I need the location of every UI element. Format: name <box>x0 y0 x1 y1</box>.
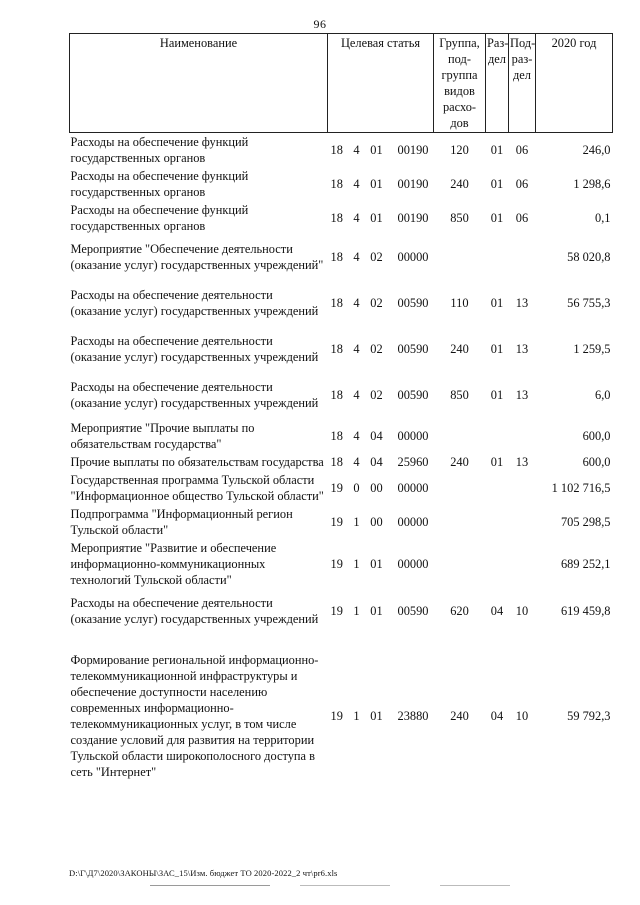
target-article-part: 00590 <box>397 604 429 618</box>
row-name: Мероприятие "Обеспечение деятельности (оказание услуг) государственных учреждений" <box>70 242 324 272</box>
table-row <box>70 281 613 327</box>
row-section: 04 <box>490 709 504 723</box>
row-target-article <box>328 235 434 281</box>
row-amount: 59 792,3 <box>567 709 611 723</box>
row-amount: 1 298,6 <box>573 177 611 191</box>
target-article-part: 4 <box>353 429 360 443</box>
target-article-part: 04 <box>370 429 383 443</box>
row-target-article <box>328 539 434 589</box>
table-row <box>70 373 613 419</box>
row-target-article <box>328 419 434 453</box>
budget-table <box>69 33 613 786</box>
row-section: 04 <box>490 604 504 618</box>
row-name: Формирование региональной информационно-телекоммуникационной инфраструктуры и обеспечение доступности населению современных информационно-телекоммуникационных услуг, в том числе создание условий для развития на территории Тульской области широкополосного доступа в сеть "Интернет" <box>70 653 319 779</box>
row-section: 01 <box>490 143 504 157</box>
row-name: Мероприятие "Развитие и обеспечение информационно-коммуникационных технологий Тульской области" <box>70 541 277 587</box>
target-article-part: 00190 <box>397 177 429 191</box>
target-article-part: 01 <box>370 557 383 571</box>
target-article-part: 00190 <box>397 211 429 225</box>
row-target-article <box>328 201 434 235</box>
target-article-part: 00000 <box>397 429 429 443</box>
row-amount: 58 020,8 <box>567 250 611 264</box>
row-group <box>434 419 486 453</box>
target-article-part: 25960 <box>397 455 429 469</box>
table-row <box>70 505 613 539</box>
row-subsection <box>509 419 536 453</box>
row-name: Расходы на обеспечение деятельности (оказание услуг) государственных учреждений <box>70 288 319 318</box>
target-article-part: 01 <box>370 177 383 191</box>
row-target-article <box>328 505 434 539</box>
row-group: 240 <box>450 177 469 191</box>
table-row <box>70 201 613 235</box>
row-target-article <box>328 453 434 471</box>
row-amount: 705 298,5 <box>560 515 611 529</box>
row-subsection: 13 <box>515 342 529 356</box>
row-target-article <box>328 327 434 373</box>
row-amount: 1 259,5 <box>573 342 611 356</box>
row-subsection: 10 <box>515 604 529 618</box>
target-article-part: 19 <box>330 709 343 723</box>
row-group: 110 <box>450 296 469 310</box>
page-number: 96 <box>313 17 327 31</box>
row-name: Государственная программа Тульской области "Информационное общество Тульской области" <box>70 473 324 503</box>
table-row <box>70 419 613 453</box>
target-article-part: 4 <box>353 342 360 356</box>
target-article-part: 19 <box>330 481 343 495</box>
row-group <box>434 235 486 281</box>
table-row <box>70 635 613 786</box>
target-article-part: 00000 <box>397 557 429 571</box>
target-article-part: 02 <box>370 342 383 356</box>
row-group <box>434 505 486 539</box>
row-section <box>486 539 509 589</box>
row-section: 01 <box>490 177 504 191</box>
row-subsection <box>509 235 536 281</box>
row-subsection <box>509 539 536 589</box>
target-article-part: 23880 <box>397 709 429 723</box>
target-article-part: 19 <box>330 557 343 571</box>
row-group <box>434 539 486 589</box>
target-article-part: 00190 <box>397 143 429 157</box>
row-target-article <box>328 281 434 327</box>
row-target-article <box>328 471 434 505</box>
row-target-article <box>328 373 434 419</box>
row-amount: 600,0 <box>582 455 611 469</box>
table-row <box>70 589 613 635</box>
header-section: Раз- дел <box>486 34 509 133</box>
scan-artifact <box>440 885 510 886</box>
target-article-part: 4 <box>353 177 360 191</box>
target-article-part: 00000 <box>397 250 429 264</box>
row-section: 01 <box>490 342 504 356</box>
target-article-part: 00000 <box>397 481 429 495</box>
target-article-part: 19 <box>330 515 343 529</box>
target-article-part: 4 <box>353 250 360 264</box>
target-article-part: 02 <box>370 250 383 264</box>
row-section: 01 <box>490 211 504 225</box>
row-amount: 0,1 <box>595 211 611 225</box>
target-article-part: 00590 <box>397 388 429 402</box>
target-article-part: 4 <box>353 211 360 225</box>
row-subsection: 06 <box>515 143 529 157</box>
table-row <box>70 167 613 201</box>
target-article-part: 00590 <box>397 296 429 310</box>
target-article-part: 00590 <box>397 342 429 356</box>
row-amount: 689 252,1 <box>560 557 611 571</box>
target-article-part: 1 <box>353 515 360 529</box>
target-article-part: 1 <box>353 604 360 618</box>
target-article-part: 18 <box>330 455 343 469</box>
scan-artifact <box>150 885 270 886</box>
target-article-part: 19 <box>330 604 343 618</box>
table-row <box>70 327 613 373</box>
row-amount: 6,0 <box>595 388 611 402</box>
table-row <box>70 235 613 281</box>
target-article-part: 18 <box>330 211 343 225</box>
target-article-part: 18 <box>330 342 343 356</box>
table-header-row <box>70 34 613 133</box>
row-group: 620 <box>450 604 469 618</box>
row-subsection: 13 <box>515 455 529 469</box>
row-target-article <box>328 635 434 786</box>
target-article-part: 01 <box>370 709 383 723</box>
row-subsection: 13 <box>515 296 529 310</box>
target-article-part: 02 <box>370 388 383 402</box>
row-target-article <box>328 167 434 201</box>
header-subsection: Под- раз- дел <box>509 34 536 133</box>
target-article-part: 00 <box>370 515 383 529</box>
table-row <box>70 133 613 168</box>
target-article-part: 01 <box>370 143 383 157</box>
row-section <box>486 419 509 453</box>
row-amount: 619 459,8 <box>560 604 611 618</box>
target-article-part: 4 <box>353 143 360 157</box>
row-section: 01 <box>490 455 504 469</box>
row-name: Расходы на обеспечение деятельности (оказание услуг) государственных учреждений <box>70 380 319 410</box>
header-name: Наименование <box>70 34 328 133</box>
target-article-part: 4 <box>353 455 360 469</box>
header-expense-group: Группа, под- группа видов расхо- дов <box>434 34 486 133</box>
row-section <box>486 471 509 505</box>
row-amount: 600,0 <box>582 429 611 443</box>
target-article-part: 01 <box>370 604 383 618</box>
row-amount: 1 102 716,5 <box>551 481 611 495</box>
table-row <box>70 453 613 471</box>
row-section <box>486 235 509 281</box>
row-group: 850 <box>450 388 469 402</box>
target-article-part: 18 <box>330 143 343 157</box>
row-subsection <box>509 471 536 505</box>
target-article-part: 4 <box>353 296 360 310</box>
row-name: Расходы на обеспечение деятельности (оказание услуг) государственных учреждений <box>70 596 319 626</box>
target-article-part: 00000 <box>397 515 429 529</box>
file-path-footer: D:\Г\Д7\2020\ЗАКОНЫ\ЗАС_15\Изм. бюджет ТО 2020-2022_2 чт\pr6.xls <box>69 868 338 878</box>
target-article-part: 4 <box>353 388 360 402</box>
row-name: Расходы на обеспечение функций государственных органов <box>70 135 249 165</box>
row-group: 850 <box>450 211 469 225</box>
header-year: 2020 год <box>536 34 613 133</box>
row-name: Подпрограмма "Информационный регион Тульской области" <box>70 507 293 537</box>
target-article-part: 18 <box>330 296 343 310</box>
row-subsection: 06 <box>515 177 529 191</box>
target-article-part: 1 <box>353 557 360 571</box>
table-row <box>70 471 613 505</box>
target-article-part: 18 <box>330 429 343 443</box>
target-article-part: 18 <box>330 388 343 402</box>
row-group <box>434 471 486 505</box>
row-section: 01 <box>490 388 504 402</box>
row-section <box>486 505 509 539</box>
row-target-article <box>328 589 434 635</box>
row-amount: 56 755,3 <box>567 296 611 310</box>
row-group: 240 <box>450 709 469 723</box>
row-subsection: 13 <box>515 388 529 402</box>
row-target-article <box>328 133 434 168</box>
row-name: Расходы на обеспечение функций государственных органов <box>70 169 249 199</box>
row-group: 240 <box>450 455 469 469</box>
table-row <box>70 539 613 589</box>
row-name: Расходы на обеспечение деятельности (оказание услуг) государственных учреждений <box>70 334 319 364</box>
scan-artifact <box>300 885 390 886</box>
row-name: Мероприятие "Прочие выплаты по обязательствам государства" <box>70 421 255 451</box>
header-target-article: Целевая статья <box>328 34 434 133</box>
row-subsection <box>509 505 536 539</box>
row-subsection: 06 <box>515 211 529 225</box>
target-article-part: 18 <box>330 250 343 264</box>
row-amount: 246,0 <box>582 143 611 157</box>
target-article-part: 18 <box>330 177 343 191</box>
table-body <box>70 133 613 787</box>
target-article-part: 01 <box>370 211 383 225</box>
row-section: 01 <box>490 296 504 310</box>
target-article-part: 0 <box>353 481 360 495</box>
target-article-part: 04 <box>370 455 383 469</box>
target-article-part: 00 <box>370 481 383 495</box>
target-article-part: 02 <box>370 296 383 310</box>
row-group: 240 <box>450 342 469 356</box>
row-name: Прочие выплаты по обязательствам государства <box>70 455 324 469</box>
target-article-part: 1 <box>353 709 360 723</box>
row-subsection: 10 <box>515 709 529 723</box>
row-name: Расходы на обеспечение функций государственных органов <box>70 203 249 233</box>
row-group: 120 <box>450 143 469 157</box>
